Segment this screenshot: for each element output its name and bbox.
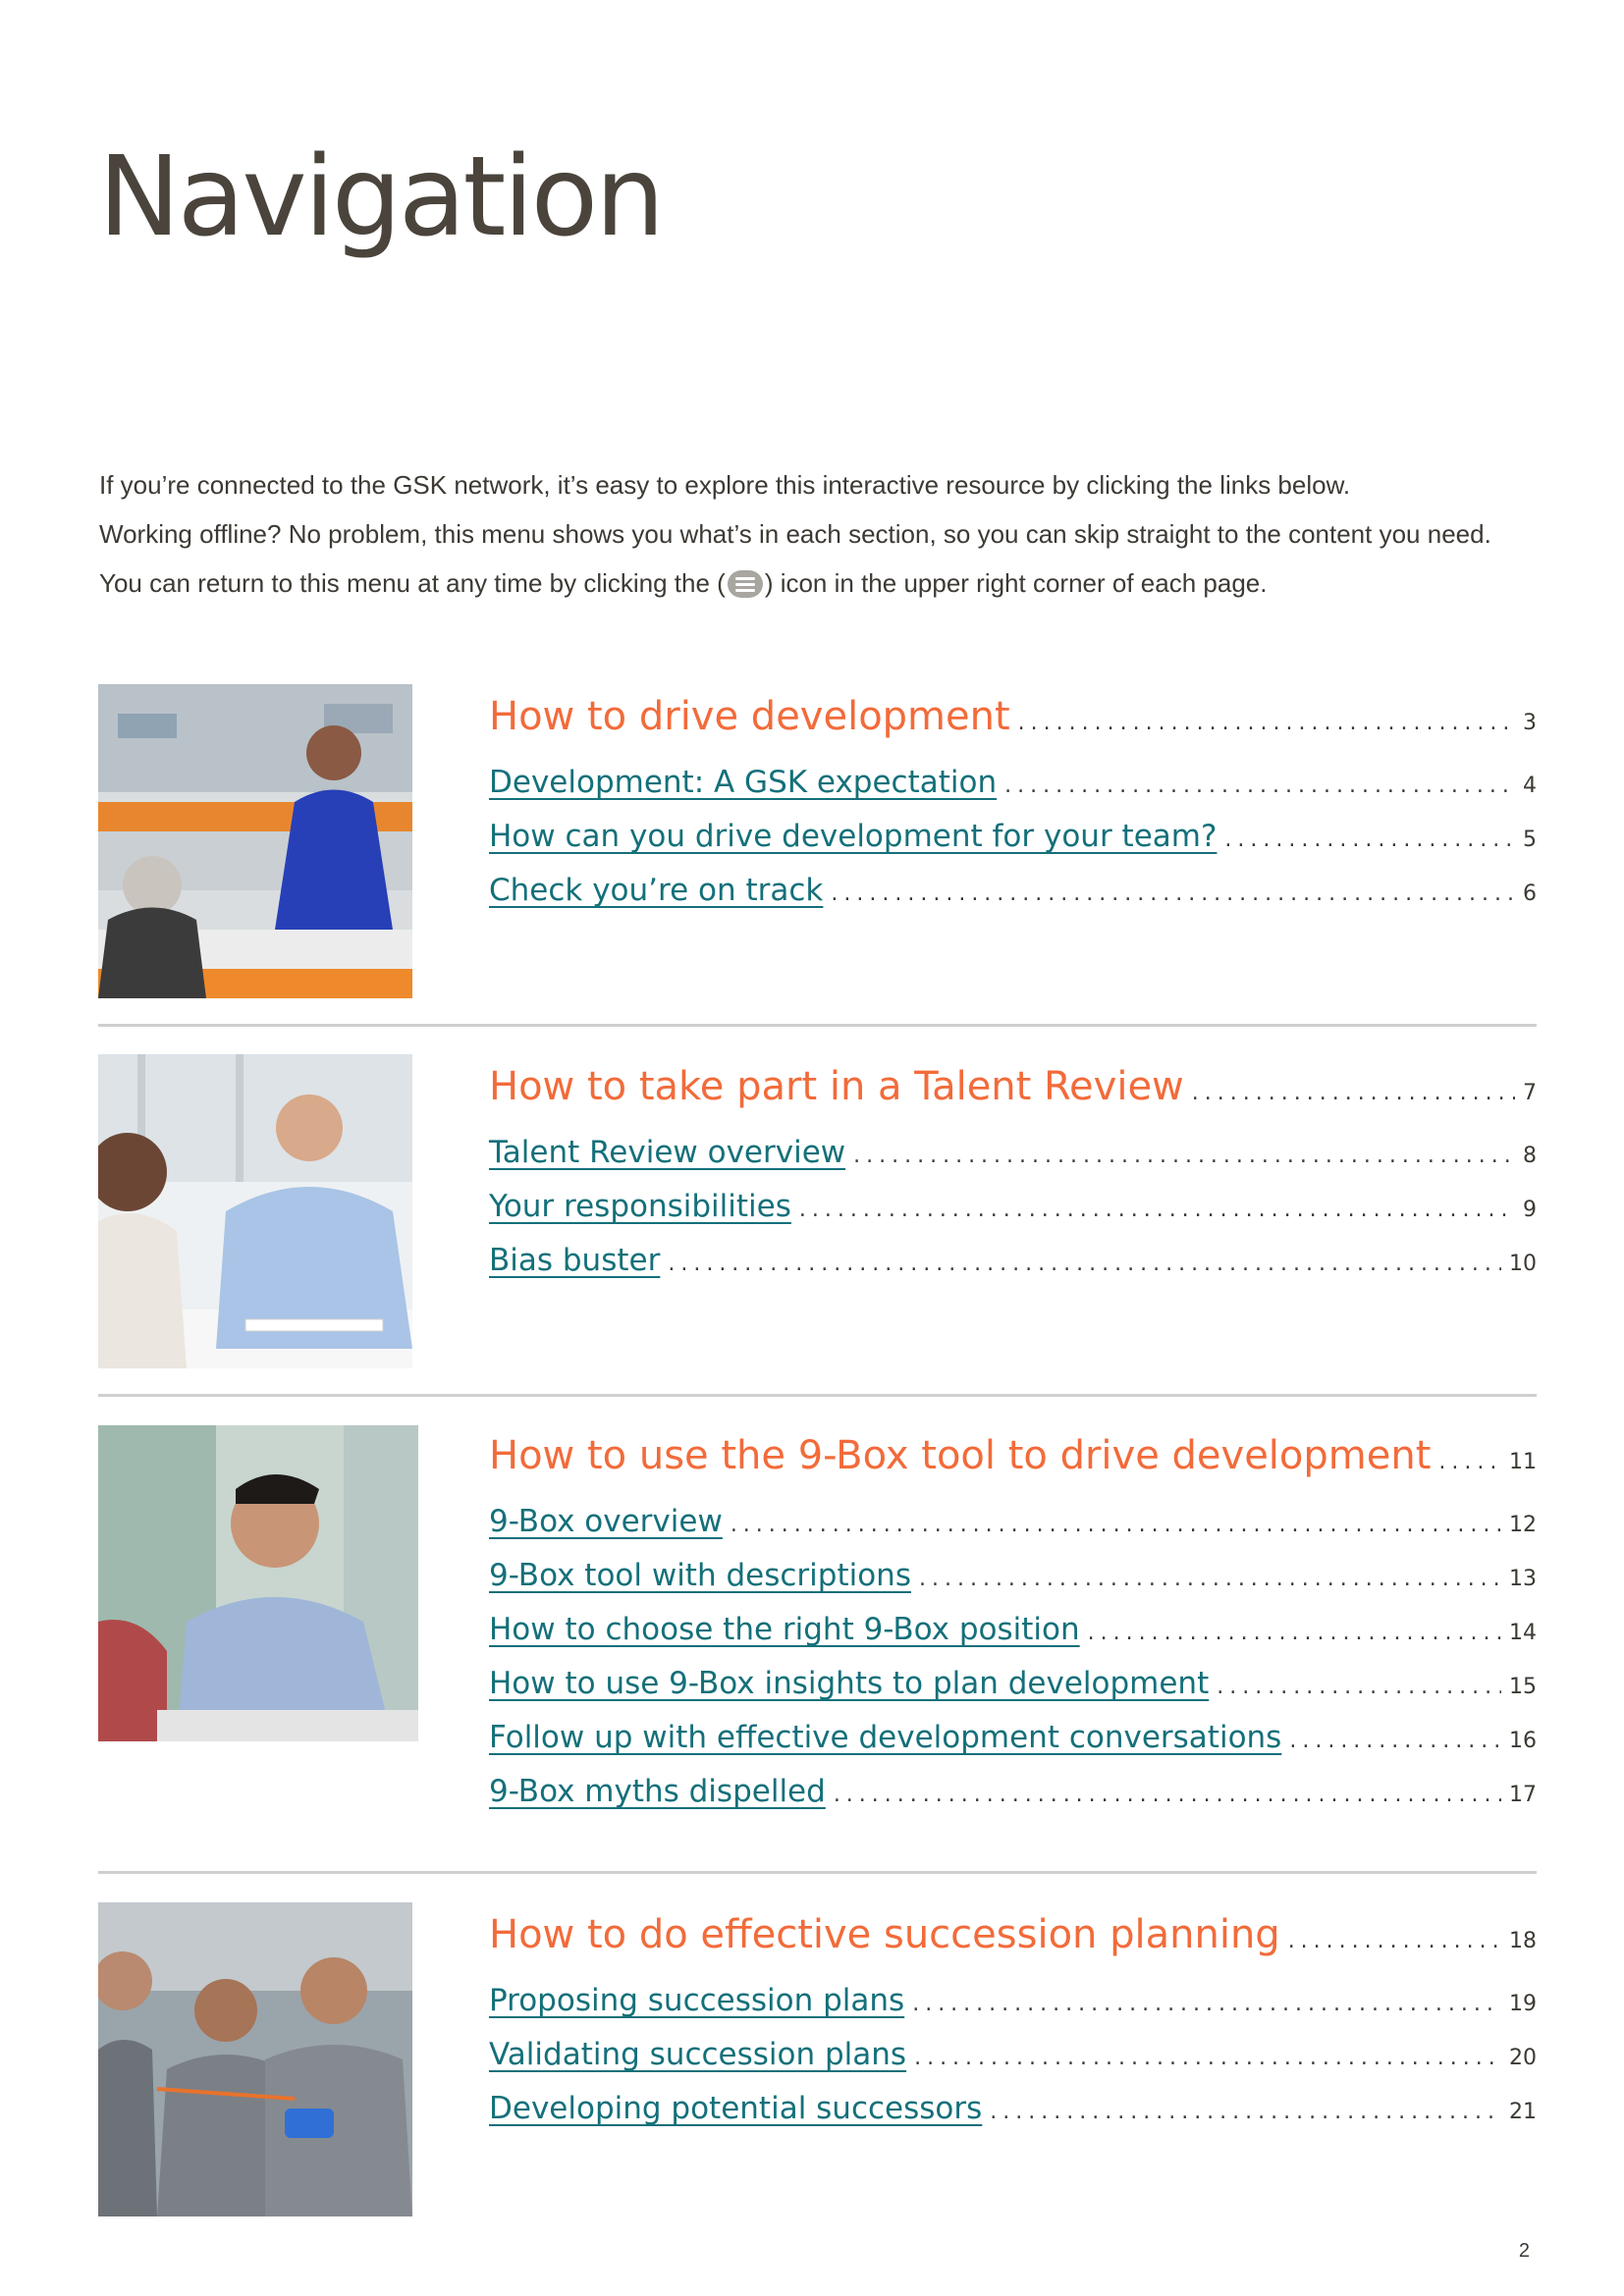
- toc-link[interactable]: [489, 1189, 1537, 1243]
- intro-line-2: Working offline? No problem, this menu shows you what’s in each section, so you can skip straight to the content you need.: [99, 519, 1491, 549]
- toc-link-label: How can you drive development for your team?: [489, 819, 1218, 854]
- dot-leader: [1217, 1675, 1501, 1699]
- page-ref: 18: [1509, 1929, 1537, 1953]
- toc-link[interactable]: [489, 1612, 1537, 1666]
- toc-group: [489, 694, 1537, 927]
- intro-line-3-end: ) icon in the upper right corner of each page.: [764, 568, 1268, 598]
- toc-link[interactable]: [489, 1720, 1537, 1774]
- page-ref: 12: [1509, 1513, 1537, 1537]
- section-photo-meeting: [98, 1054, 412, 1368]
- toc-link-label: 9-Box myths dispelled: [489, 1774, 826, 1809]
- toc-link[interactable]: [489, 1983, 1537, 2037]
- page-ref: 20: [1509, 2046, 1537, 2070]
- toc-link[interactable]: [489, 1666, 1537, 1720]
- toc-link[interactable]: [489, 765, 1537, 819]
- dot-leader: [919, 1567, 1501, 1591]
- dot-leader: [912, 1992, 1501, 2016]
- toc-group: [489, 1064, 1537, 1297]
- toc-link-label: Check you’re on track: [489, 873, 824, 908]
- toc-link-label: Bias buster: [489, 1243, 661, 1278]
- intro-line-3-start: You can return to this menu at any time by clicking the (: [99, 568, 726, 598]
- toc-section-title: How to drive development: [489, 694, 1010, 739]
- toc-link-label: Development: A GSK expectation: [489, 765, 998, 800]
- dot-leader: [1224, 828, 1515, 852]
- dot-leader: [1438, 1450, 1501, 1474]
- toc-section-link[interactable]: [489, 1912, 1537, 1965]
- page-ref: 10: [1509, 1252, 1537, 1276]
- dot-leader: [1018, 711, 1515, 735]
- page-ref: 5: [1523, 828, 1537, 852]
- toc-link-label: Talent Review overview: [489, 1135, 846, 1170]
- menu-icon: [728, 570, 763, 598]
- page-ref: 8: [1523, 1144, 1537, 1168]
- dot-leader: [668, 1252, 1501, 1276]
- dot-leader: [834, 1783, 1501, 1807]
- section-photo-office-presenter: [98, 684, 412, 998]
- toc-section-title: How to do effective succession planning: [489, 1912, 1280, 1957]
- dot-leader: [1004, 774, 1515, 798]
- dot-leader: [731, 1513, 1501, 1537]
- toc-section-link[interactable]: [489, 1064, 1537, 1117]
- page-ref: 11: [1509, 1450, 1537, 1474]
- section-divider: [98, 1394, 1537, 1397]
- toc-link[interactable]: [489, 2091, 1537, 2145]
- dot-leader: [1192, 1081, 1515, 1105]
- toc-link-label: How to use 9-Box insights to plan development: [489, 1666, 1210, 1701]
- toc-section-link[interactable]: [489, 1433, 1537, 1486]
- toc-link[interactable]: [489, 2037, 1537, 2091]
- dot-leader: [1289, 1729, 1501, 1753]
- section-photo-workers: [98, 1902, 412, 2216]
- toc-link-label: Validating succession plans: [489, 2037, 907, 2072]
- intro-line-1: If you’re connected to the GSK network, it’s easy to explore this interactive resource by clicking the links below.: [99, 470, 1351, 500]
- dot-leader: [1288, 1929, 1501, 1953]
- toc-group: [489, 1912, 1537, 2145]
- dot-leader: [1088, 1621, 1501, 1645]
- toc-link[interactable]: [489, 1774, 1537, 1828]
- intro-line-3: [99, 569, 1552, 598]
- toc-link[interactable]: [489, 873, 1537, 927]
- page-ref: 14: [1509, 1621, 1537, 1645]
- toc-section-title: How to use the 9-Box tool to drive development: [489, 1433, 1432, 1478]
- page-number: 2: [1518, 2240, 1530, 2262]
- dot-leader: [914, 2046, 1501, 2070]
- toc-link-label: Developing potential successors: [489, 2091, 983, 2126]
- toc-link[interactable]: [489, 1135, 1537, 1189]
- toc-section-title: How to take part in a Talent Review: [489, 1064, 1184, 1109]
- toc-link-label: How to choose the right 9-Box position: [489, 1612, 1080, 1647]
- page-ref: 16: [1509, 1729, 1537, 1753]
- toc-link-label: Your responsibilities: [489, 1189, 791, 1224]
- page-ref: 6: [1523, 881, 1537, 906]
- toc-link-label: Follow up with effective development conversations: [489, 1720, 1282, 1755]
- dot-leader: [799, 1198, 1515, 1222]
- page-ref: 13: [1509, 1567, 1537, 1591]
- toc-link-label: 9-Box overview: [489, 1504, 723, 1539]
- page-ref: 9: [1523, 1198, 1537, 1222]
- dot-leader: [853, 1144, 1515, 1168]
- toc-link[interactable]: [489, 1504, 1537, 1558]
- page-ref: 17: [1509, 1783, 1537, 1807]
- section-photo-smiling-man: [98, 1425, 418, 1741]
- toc-link[interactable]: [489, 819, 1537, 873]
- page-ref: 3: [1523, 711, 1537, 735]
- page-title: Navigation: [98, 133, 663, 261]
- section-divider: [98, 1871, 1537, 1874]
- toc-link[interactable]: [489, 1558, 1537, 1612]
- toc-link-label: Proposing succession plans: [489, 1983, 905, 2018]
- dot-leader: [831, 881, 1515, 906]
- toc-group: [489, 1433, 1537, 1828]
- page-ref: 21: [1509, 2100, 1537, 2124]
- section-divider: [98, 1024, 1537, 1027]
- page-ref: 19: [1509, 1992, 1537, 2016]
- page-ref: 15: [1509, 1675, 1537, 1699]
- toc-link[interactable]: [489, 1243, 1537, 1297]
- dot-leader: [990, 2100, 1501, 2124]
- toc-section-link[interactable]: [489, 694, 1537, 747]
- intro-text: [99, 471, 1552, 619]
- page-ref: 7: [1523, 1081, 1537, 1105]
- page-ref: 4: [1523, 774, 1537, 798]
- toc-link-label: 9-Box tool with descriptions: [489, 1558, 911, 1593]
